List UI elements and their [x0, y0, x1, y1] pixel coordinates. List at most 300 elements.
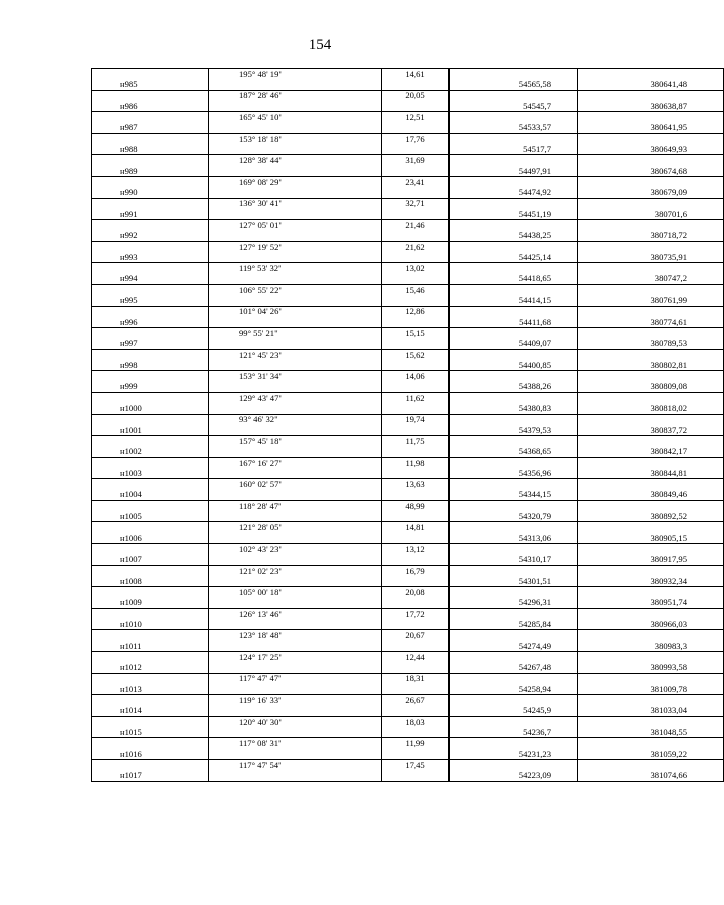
y-coordinate: 380761,99	[578, 295, 724, 306]
angle-cell	[209, 446, 382, 457]
x-coordinate: 54296,31	[449, 598, 578, 609]
x-coordinate: 54409,07	[449, 338, 578, 349]
direction-angle: 124° 17' 25"	[209, 652, 382, 663]
segment-length: 14,61	[382, 69, 450, 80]
angle-cell	[209, 619, 382, 630]
segment-row	[92, 587, 724, 598]
point-row	[92, 166, 724, 177]
point-name: н1002	[92, 446, 209, 457]
angle-cell	[209, 490, 382, 501]
direction-angle: 117° 47' 47"	[209, 673, 382, 684]
x-coordinate: 54414,15	[449, 295, 578, 306]
point-name: н1004	[92, 490, 209, 501]
y-coordinate: 380718,72	[578, 230, 724, 241]
segment-row	[92, 630, 724, 641]
segment-length: 12,44	[382, 652, 450, 663]
direction-angle: 127° 19' 52"	[209, 241, 382, 252]
segment-row	[92, 479, 724, 490]
y-coordinate	[578, 198, 724, 209]
x-coordinate	[449, 198, 578, 209]
point-name: н1006	[92, 533, 209, 544]
point-name: н999	[92, 382, 209, 393]
x-coordinate: 54368,65	[449, 446, 578, 457]
y-coordinate	[578, 263, 724, 274]
x-coordinate: 54285,84	[449, 619, 578, 630]
point-row	[92, 144, 724, 155]
segment-length: 12,51	[382, 112, 450, 123]
angle-cell	[209, 425, 382, 436]
y-coordinate	[578, 349, 724, 360]
point-row	[92, 511, 724, 522]
point-name: н997	[92, 338, 209, 349]
segment-row	[92, 457, 724, 468]
segment-row	[92, 436, 724, 447]
x-coordinate	[449, 328, 578, 339]
angle-cell	[209, 770, 382, 781]
direction-angle: 136° 30' 41"	[209, 198, 382, 209]
point-row	[92, 490, 724, 501]
y-coordinate	[578, 112, 724, 123]
y-coordinate: 380649,93	[578, 144, 724, 155]
point-name	[92, 328, 209, 339]
point-name: н1016	[92, 749, 209, 760]
y-coordinate	[578, 630, 724, 641]
x-coordinate	[449, 522, 578, 533]
distance-cell	[382, 511, 450, 522]
distance-cell	[382, 122, 450, 133]
segment-length: 20,05	[382, 90, 450, 101]
y-coordinate	[578, 284, 724, 295]
direction-angle: 153° 18' 18"	[209, 133, 382, 144]
segment-row	[92, 608, 724, 619]
y-coordinate	[578, 522, 724, 533]
y-coordinate: 380802,81	[578, 360, 724, 371]
segment-row	[92, 695, 724, 706]
point-name	[92, 176, 209, 187]
x-coordinate	[449, 500, 578, 511]
segment-row	[92, 263, 724, 274]
distance-cell	[382, 230, 450, 241]
distance-cell	[382, 338, 450, 349]
x-coordinate: 54565,58	[449, 79, 578, 90]
x-coordinate	[449, 436, 578, 447]
angle-cell	[209, 554, 382, 565]
x-coordinate: 54400,85	[449, 360, 578, 371]
segment-length: 14,81	[382, 522, 450, 533]
y-coordinate	[578, 392, 724, 403]
distance-cell	[382, 166, 450, 177]
point-row	[92, 382, 724, 393]
angle-cell	[209, 641, 382, 652]
segment-row	[92, 112, 724, 123]
y-coordinate: 380674,68	[578, 166, 724, 177]
distance-cell	[382, 662, 450, 673]
point-row	[92, 533, 724, 544]
angle-cell	[209, 382, 382, 393]
y-coordinate: 380917,95	[578, 554, 724, 565]
y-coordinate: 380701,6	[578, 209, 724, 220]
point-name: н1014	[92, 706, 209, 717]
direction-angle: 119° 53' 32"	[209, 263, 382, 274]
y-coordinate	[578, 565, 724, 576]
y-coordinate	[578, 760, 724, 771]
angle-cell	[209, 122, 382, 133]
angle-cell	[209, 662, 382, 673]
direction-angle: 99° 55' 21"	[209, 328, 382, 339]
y-coordinate	[578, 716, 724, 727]
point-name	[92, 565, 209, 576]
point-row	[92, 684, 724, 695]
point-name: н998	[92, 360, 209, 371]
angle-cell	[209, 749, 382, 760]
point-name	[92, 587, 209, 598]
distance-cell	[382, 619, 450, 630]
segment-length: 11,98	[382, 457, 450, 468]
point-name: н986	[92, 101, 209, 112]
x-coordinate: 54379,53	[449, 425, 578, 436]
distance-cell	[382, 187, 450, 198]
y-coordinate	[578, 436, 724, 447]
point-row	[92, 662, 724, 673]
x-coordinate: 54267,48	[449, 662, 578, 673]
angle-cell	[209, 511, 382, 522]
segment-length: 19,74	[382, 414, 450, 425]
angle-cell	[209, 274, 382, 285]
table-body	[92, 69, 724, 782]
point-name	[92, 760, 209, 771]
segment-row	[92, 544, 724, 555]
point-name	[92, 500, 209, 511]
direction-angle: 119° 16' 33"	[209, 695, 382, 706]
y-coordinate	[578, 587, 724, 598]
x-coordinate	[449, 457, 578, 468]
point-name	[92, 522, 209, 533]
distance-cell	[382, 490, 450, 501]
distance-cell	[382, 101, 450, 112]
x-coordinate: 54545,7	[449, 101, 578, 112]
direction-angle: 123° 18' 48"	[209, 630, 382, 641]
angle-cell	[209, 684, 382, 695]
point-row	[92, 252, 724, 263]
point-name: н991	[92, 209, 209, 220]
point-name	[92, 263, 209, 274]
x-coordinate: 54236,7	[449, 727, 578, 738]
segment-row	[92, 284, 724, 295]
point-name	[92, 112, 209, 123]
y-coordinate	[578, 695, 724, 706]
y-coordinate	[578, 608, 724, 619]
x-coordinate	[449, 587, 578, 598]
y-coordinate: 380818,02	[578, 403, 724, 414]
distance-cell	[382, 706, 450, 717]
direction-angle: 101° 04' 26"	[209, 306, 382, 317]
y-coordinate	[578, 176, 724, 187]
x-coordinate	[449, 565, 578, 576]
x-coordinate	[449, 760, 578, 771]
distance-cell	[382, 209, 450, 220]
distance-cell	[382, 727, 450, 738]
point-row	[92, 446, 724, 457]
direction-angle: 105° 00' 18"	[209, 587, 382, 598]
point-row	[92, 641, 724, 652]
y-coordinate	[578, 90, 724, 101]
point-name: н1011	[92, 641, 209, 652]
angle-cell	[209, 403, 382, 414]
angle-cell	[209, 598, 382, 609]
x-coordinate	[449, 479, 578, 490]
x-coordinate	[449, 155, 578, 166]
point-row	[92, 619, 724, 630]
point-name: н985	[92, 79, 209, 90]
segment-length: 20,08	[382, 587, 450, 598]
point-row	[92, 79, 724, 90]
point-row	[92, 230, 724, 241]
point-name	[92, 371, 209, 382]
x-coordinate	[449, 306, 578, 317]
point-name: н995	[92, 295, 209, 306]
x-coordinate: 54258,94	[449, 684, 578, 695]
x-coordinate	[449, 349, 578, 360]
point-name	[92, 220, 209, 231]
y-coordinate: 380641,48	[578, 79, 724, 90]
y-coordinate	[578, 155, 724, 166]
point-name	[92, 695, 209, 706]
point-name	[92, 69, 209, 80]
angle-cell	[209, 295, 382, 306]
x-coordinate: 54418,65	[449, 274, 578, 285]
direction-angle: 121° 28' 05"	[209, 522, 382, 533]
segment-length: 15,15	[382, 328, 450, 339]
x-coordinate	[449, 90, 578, 101]
y-coordinate	[578, 241, 724, 252]
point-name: н1003	[92, 468, 209, 479]
distance-cell	[382, 554, 450, 565]
point-row	[92, 598, 724, 609]
distance-cell	[382, 576, 450, 587]
angle-cell	[209, 252, 382, 263]
distance-cell	[382, 382, 450, 393]
point-name: н1010	[92, 619, 209, 630]
point-name	[92, 349, 209, 360]
y-coordinate: 380993,58	[578, 662, 724, 673]
angle-cell	[209, 166, 382, 177]
angle-cell	[209, 576, 382, 587]
x-coordinate	[449, 263, 578, 274]
direction-angle: 117° 47' 54"	[209, 760, 382, 771]
direction-angle: 187° 28' 46"	[209, 90, 382, 101]
direction-angle: 165° 45' 10"	[209, 112, 382, 123]
angle-cell	[209, 338, 382, 349]
angle-cell	[209, 317, 382, 328]
direction-angle: 157° 45' 18"	[209, 436, 382, 447]
point-row	[92, 727, 724, 738]
point-row	[92, 770, 724, 781]
point-name	[92, 457, 209, 468]
point-name	[92, 414, 209, 425]
angle-cell	[209, 706, 382, 717]
y-coordinate: 380951,74	[578, 598, 724, 609]
point-row	[92, 554, 724, 565]
point-name	[92, 133, 209, 144]
point-name	[92, 284, 209, 295]
segment-row	[92, 565, 724, 576]
y-coordinate: 380983,3	[578, 641, 724, 652]
point-name: н987	[92, 122, 209, 133]
point-name: н994	[92, 274, 209, 285]
point-row	[92, 209, 724, 220]
direction-angle: 195° 48' 19"	[209, 69, 382, 80]
point-name: н988	[92, 144, 209, 155]
segment-length: 15,62	[382, 349, 450, 360]
y-coordinate: 380892,52	[578, 511, 724, 522]
segment-length: 23,41	[382, 176, 450, 187]
y-coordinate: 380844,81	[578, 468, 724, 479]
segment-length: 18,03	[382, 716, 450, 727]
distance-cell	[382, 144, 450, 155]
segment-length: 20,67	[382, 630, 450, 641]
x-coordinate	[449, 695, 578, 706]
segment-length: 21,46	[382, 220, 450, 231]
segment-length: 11,99	[382, 738, 450, 749]
angle-cell	[209, 79, 382, 90]
x-coordinate: 54517,7	[449, 144, 578, 155]
segment-row	[92, 738, 724, 749]
point-name	[92, 630, 209, 641]
point-name	[92, 608, 209, 619]
distance-cell	[382, 468, 450, 479]
point-row	[92, 295, 724, 306]
x-coordinate: 54380,83	[449, 403, 578, 414]
point-row	[92, 706, 724, 717]
x-coordinate: 54223,09	[449, 770, 578, 781]
direction-angle: 106° 55' 22"	[209, 284, 382, 295]
page-number: 154	[308, 37, 332, 53]
point-name	[92, 90, 209, 101]
point-name	[92, 479, 209, 490]
x-coordinate: 54474,92	[449, 187, 578, 198]
segment-length: 12,86	[382, 306, 450, 317]
angle-cell	[209, 209, 382, 220]
x-coordinate: 54344,15	[449, 490, 578, 501]
point-row	[92, 187, 724, 198]
point-name: н993	[92, 252, 209, 263]
y-coordinate	[578, 69, 724, 80]
point-name	[92, 306, 209, 317]
y-coordinate: 380638,87	[578, 101, 724, 112]
y-coordinate: 381033,04	[578, 706, 724, 717]
x-coordinate: 54388,26	[449, 382, 578, 393]
y-coordinate: 380641,95	[578, 122, 724, 133]
y-coordinate: 380932,34	[578, 576, 724, 587]
point-row	[92, 749, 724, 760]
point-name: н992	[92, 230, 209, 241]
x-coordinate	[449, 414, 578, 425]
segment-row	[92, 328, 724, 339]
y-coordinate: 380849,46	[578, 490, 724, 501]
x-coordinate: 54438,25	[449, 230, 578, 241]
x-coordinate: 54533,57	[449, 122, 578, 133]
segment-length: 13,63	[382, 479, 450, 490]
direction-angle: 121° 45' 23"	[209, 349, 382, 360]
point-name: н1001	[92, 425, 209, 436]
y-coordinate: 380735,91	[578, 252, 724, 263]
segment-row	[92, 90, 724, 101]
y-coordinate: 380747,2	[578, 274, 724, 285]
direction-angle: 117° 08' 31"	[209, 738, 382, 749]
point-name: н1005	[92, 511, 209, 522]
direction-angle: 102° 43' 23"	[209, 544, 382, 555]
distance-cell	[382, 403, 450, 414]
x-coordinate	[449, 392, 578, 403]
y-coordinate: 381048,55	[578, 727, 724, 738]
x-coordinate	[449, 716, 578, 727]
point-row	[92, 576, 724, 587]
point-name: н1009	[92, 598, 209, 609]
distance-cell	[382, 425, 450, 436]
distance-cell	[382, 317, 450, 328]
point-name	[92, 673, 209, 684]
distance-cell	[382, 598, 450, 609]
point-name: н1017	[92, 770, 209, 781]
segment-row	[92, 414, 724, 425]
x-coordinate: 54497,91	[449, 166, 578, 177]
segment-length: 13,02	[382, 263, 450, 274]
x-coordinate	[449, 112, 578, 123]
y-coordinate	[578, 738, 724, 749]
point-name	[92, 155, 209, 166]
y-coordinate: 380774,61	[578, 317, 724, 328]
x-coordinate: 54411,68	[449, 317, 578, 328]
direction-angle: 169° 08' 29"	[209, 176, 382, 187]
x-coordinate: 54245,9	[449, 706, 578, 717]
direction-angle: 129° 43' 47"	[209, 392, 382, 403]
angle-cell	[209, 230, 382, 241]
segment-length: 15,46	[382, 284, 450, 295]
point-row	[92, 360, 724, 371]
direction-angle: 120° 40' 30"	[209, 716, 382, 727]
y-coordinate: 380679,09	[578, 187, 724, 198]
x-coordinate	[449, 544, 578, 555]
point-name: н1012	[92, 662, 209, 673]
y-coordinate: 380966,03	[578, 619, 724, 630]
segment-row	[92, 500, 724, 511]
y-coordinate	[578, 306, 724, 317]
point-name: н1008	[92, 576, 209, 587]
y-coordinate	[578, 652, 724, 663]
x-coordinate: 54451,19	[449, 209, 578, 220]
x-coordinate	[449, 133, 578, 144]
distance-cell	[382, 274, 450, 285]
point-row	[92, 317, 724, 328]
distance-cell	[382, 360, 450, 371]
x-coordinate	[449, 738, 578, 749]
y-coordinate	[578, 500, 724, 511]
y-coordinate: 380789,53	[578, 338, 724, 349]
point-name: н1007	[92, 554, 209, 565]
x-coordinate	[449, 630, 578, 641]
segment-length: 13,12	[382, 544, 450, 555]
x-coordinate: 54274,49	[449, 641, 578, 652]
segment-row	[92, 673, 724, 684]
distance-cell	[382, 252, 450, 263]
point-name: н996	[92, 317, 209, 328]
segment-length: 32,71	[382, 198, 450, 209]
x-coordinate	[449, 608, 578, 619]
y-coordinate	[578, 371, 724, 382]
x-coordinate	[449, 69, 578, 80]
segment-length: 26,67	[382, 695, 450, 706]
distance-cell	[382, 684, 450, 695]
